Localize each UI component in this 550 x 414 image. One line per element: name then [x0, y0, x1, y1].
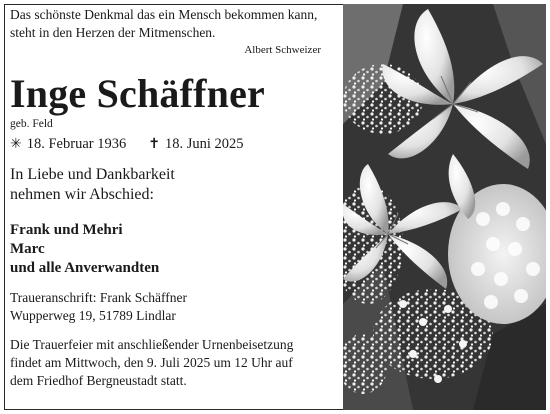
mourner-line: und alle Anverwandten	[10, 260, 160, 276]
mourners-list	[10, 221, 335, 278]
ceremony-line: dem Friedhof Bergneustadt statt.	[10, 373, 187, 388]
frame-left-rule	[4, 4, 5, 410]
farewell-line: nehmen wir Abschied:	[10, 186, 154, 203]
mourning-address	[10, 289, 335, 325]
flower-photo-svg	[343, 4, 546, 410]
frame-bottom-rule	[4, 409, 344, 410]
ceremony-info	[10, 336, 335, 390]
birth-date-group	[10, 135, 126, 153]
lily-bouquet-image	[343, 4, 546, 410]
farewell-text	[10, 165, 335, 205]
quote-author: Albert Schweizer	[244, 44, 321, 56]
mourner-line: Frank und Mehri	[10, 222, 123, 238]
death-date: 18. Juni 2025	[164, 136, 244, 152]
ceremony-line: findet am Mittwoch, den 9. Juli 2025 um 12 Uhr auf	[10, 355, 293, 370]
birth-star-icon: ✳	[10, 136, 22, 152]
quote-line: Das schönste Denkmal das ein Mensch bekommen kann,	[10, 7, 318, 22]
birth-name: geb. Feld	[10, 118, 53, 130]
frame-top-rule	[4, 4, 344, 5]
text-column	[10, 6, 335, 390]
mourner-line: Marc	[10, 241, 45, 257]
quote-line: steht in den Herzen der Mitmenschen.	[10, 25, 216, 40]
address-line: Traueranschrift: Frank Schäffner	[10, 290, 187, 305]
ceremony-line: Die Trauerfeier mit anschließender Urnenbeisetzung	[10, 337, 294, 352]
birth-date: 18. Februar 1936	[26, 136, 127, 152]
death-cross-icon: ✝	[148, 136, 160, 152]
life-dates	[10, 135, 335, 153]
address-line: Wupperweg 19, 51789 Lindlar	[10, 308, 176, 323]
deceased-name: Inge Schäffner	[10, 71, 266, 116]
memorial-quote	[10, 6, 335, 42]
death-date-group	[148, 135, 243, 153]
farewell-line: In Liebe und Dankbarkeit	[10, 166, 175, 183]
